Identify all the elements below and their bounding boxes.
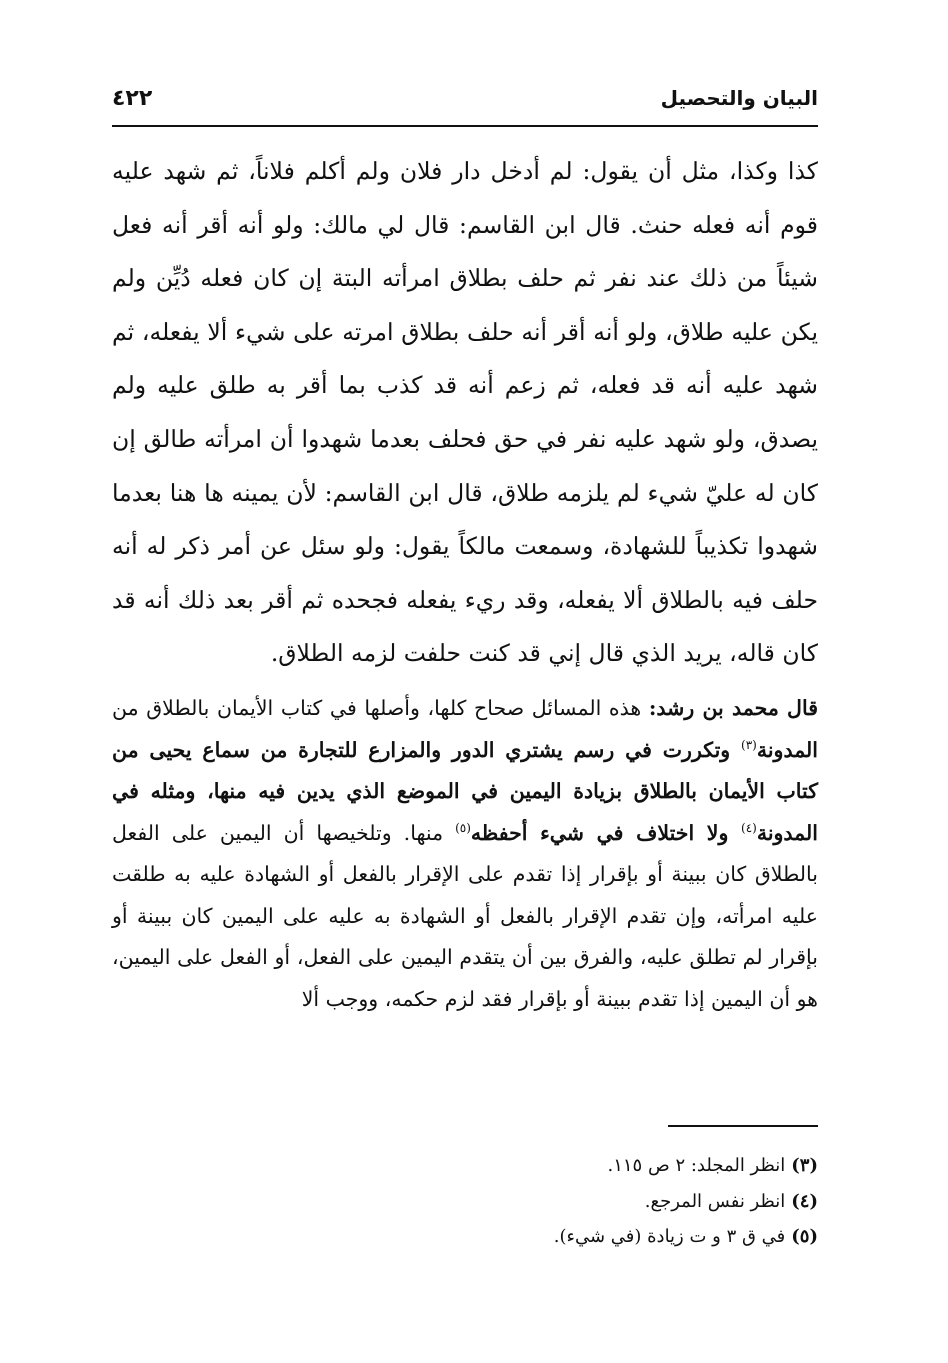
footnote-ref-4[interactable]: (٤) <box>741 820 757 835</box>
footnote-ref-3[interactable]: (٣) <box>741 737 757 752</box>
running-title: البيان والتحصيل <box>660 86 818 110</box>
footnotes <box>112 1148 818 1255</box>
footnote-number: (٥) <box>791 1226 818 1247</box>
commentary-lead: قال محمد بن رشد: <box>648 696 818 720</box>
commentary-text-1: هذه المسائل صحاح كلها، وأصلها في كتاب الأيمان بالطلاق من <box>112 696 649 720</box>
main-text <box>112 145 818 681</box>
commentary-bold-3: ولا اختلاف في شيء أحفظه <box>470 820 741 845</box>
footnote-5 <box>112 1219 818 1255</box>
page-header <box>112 84 818 122</box>
commentary-paragraph <box>112 688 818 1020</box>
header-rule <box>112 125 818 127</box>
footnote-rule <box>668 1125 818 1127</box>
paragraph-1: كذا وكذا، مثل أن يقول: لم أدخل دار فلان ولم أكلم فلاناً، ثم شهد عليه قوم أنه فعله حنث. قال ابن القاسم: قال لي مالك: ولو أنه أقر أنه فعل شيئاً من ذلك عند نفر ثم حلف بطلاق امرأته البتة إن كان فعله دُيِّن ولم يكن عليه طلاق، ولو أنه أقر أنه حلف بطلاق امرته على شيء ألا يفعله، ثم شهد عليه أنه قد فعله، ثم زعم أنه قد كذب بما أقر به طلق عليه ولم يصدق، ولو شهد عليه نفر في حق فحلف بعدما شهدوا أن امرأته طالق إن كان له عليّ شيء لم يلزمه طلاق، قال ابن القاسم: لأن يمينه ها هنا بعدما شهدوا تكذيباً للشهادة، وسمعت مالكاً يقول: ولو سئل عن أمر ذكر له أنه حلف فيه بالطلاق ألا يفعله، وقد ريء يفعله فجحده ثم أقر بعد ذلك أنه قد كان قاله، يريد الذي قال إني قد كنت حلفت لزمه الطلاق. <box>112 157 818 668</box>
footnote-text: في ق ٣ و ت زيادة (في شيء). <box>553 1226 786 1247</box>
footnote-text: انظر المجلد: ٢ ص ١١٥. <box>607 1155 786 1176</box>
footnote-ref-5[interactable]: (٥) <box>455 820 471 835</box>
footnote-3 <box>112 1148 818 1184</box>
commentary-bold-2: وتكررت في رسم يشتري الدور والمزارع للتجارة من سماع يحيى من كتاب الأيمان بالطلاق بزيادة اليمين في الموضع الذي يدين فيه منها، ومثله في المدونة <box>112 737 818 845</box>
footnote-text: انظر نفس المرجع. <box>644 1190 786 1212</box>
footnote-number: (٣) <box>791 1155 818 1176</box>
commentary-text-2: منها. وتلخيصها أن اليمين على الفعل بالطلاق كان ببينة أو بإقرار إذا تقدم على الإقرار بالفعل أو الشهادة عليه به طلقت عليه امرأته، وإن تقدم الإقرار بالفعل أو الشهادة به عليه على اليمين كان ببينة أو بإقرار لم تطلق عليه، والفرق بين أن يتقدم اليمين على الفعل، أو الفعل على اليمين، هو أن اليمين إذا تقدم ببينة أو بإقرار فقد لزم حكمه، ووجب ألا <box>112 820 818 1011</box>
page-number: ٤٢٢ <box>112 86 153 111</box>
footnote-4 <box>112 1184 818 1220</box>
commentary-bold-1: المدونة <box>756 737 818 762</box>
footnote-number: (٤) <box>791 1190 818 1212</box>
